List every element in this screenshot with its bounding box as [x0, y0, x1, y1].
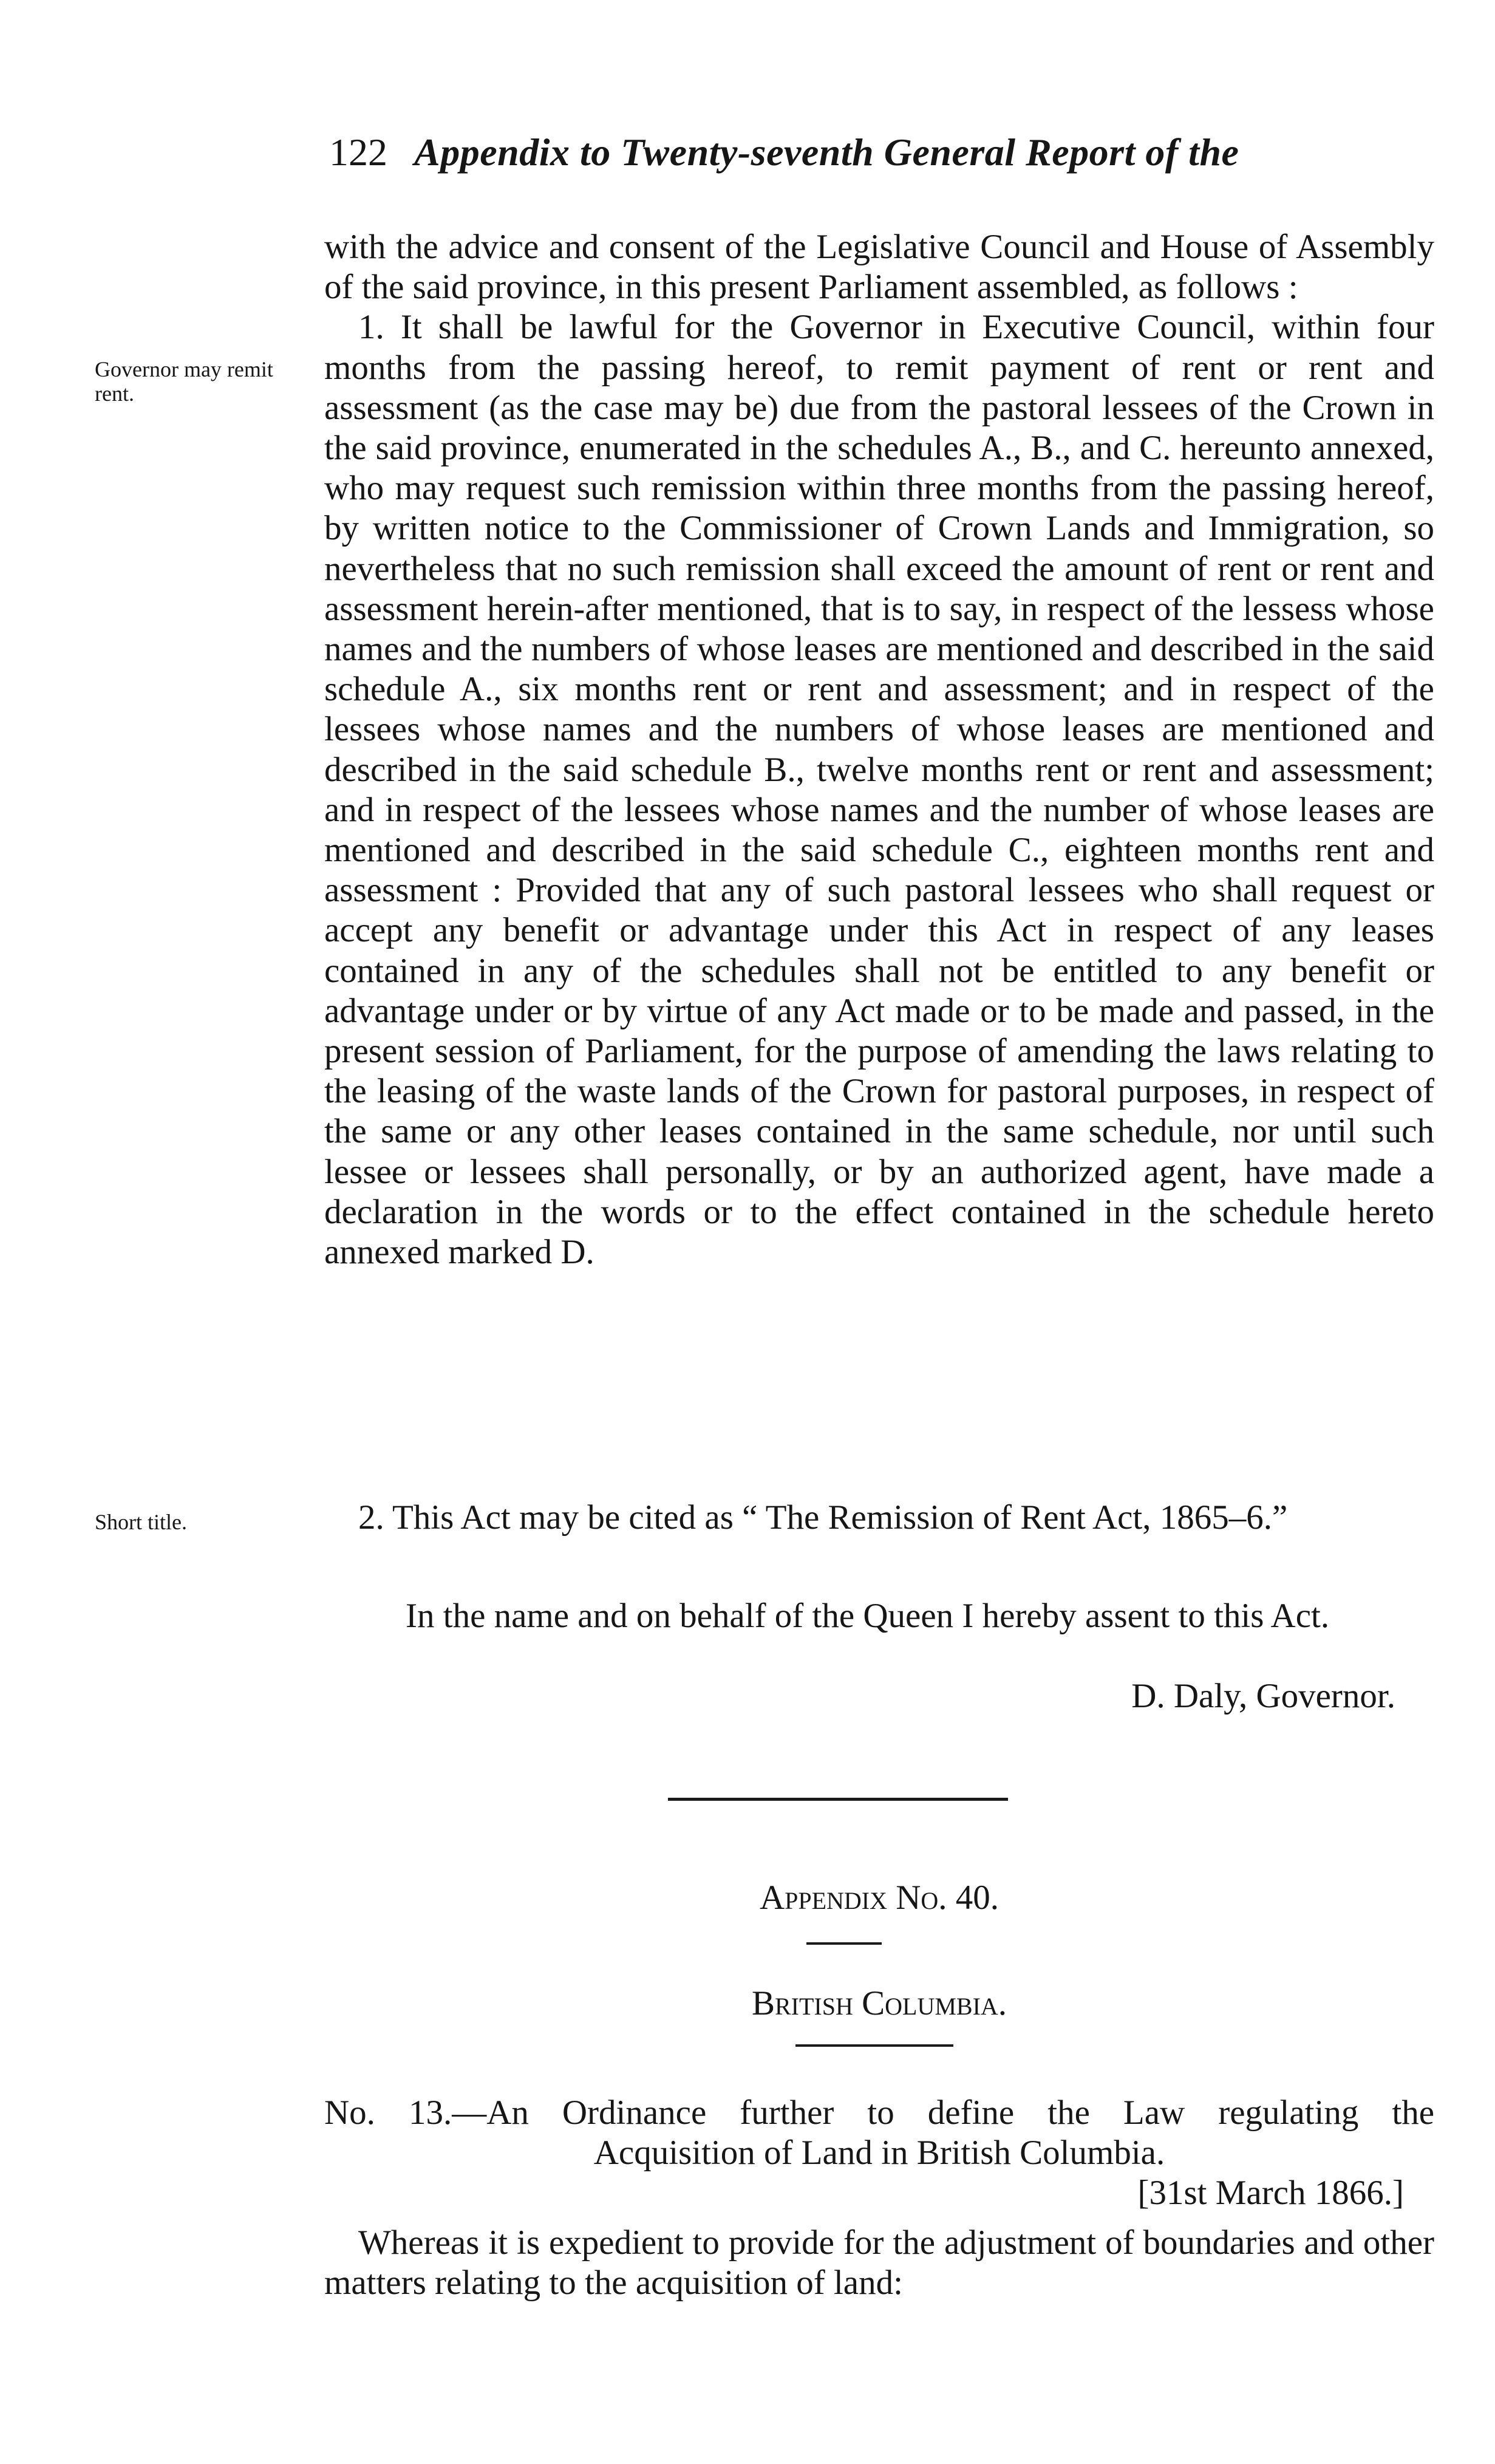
assent-paragraph: In the name and on behalf of the Queen I hereby assent to this Act. — [406, 1597, 1330, 1635]
ordinance-title-line-2: Acquisition of Land in British Columbia. — [593, 2134, 1165, 2172]
page-number: 122 — [329, 131, 387, 174]
colony-divider-rule — [795, 2044, 953, 2047]
ordinance-title-block — [324, 2093, 1434, 2213]
section-divider-rule — [668, 1798, 1008, 1801]
appendix-heading: Appendix No. 40. — [759, 1879, 1000, 1917]
opening-paragraph: with the advice and consent of the Legislative Council and House of Assembly of the said province, in this present Parliament assembled, as follows : — [324, 228, 1434, 307]
colony-heading: British Columbia. — [751, 1984, 1007, 2022]
whereas-preamble: Whereas it is expedient to provide for the adjustment of boundaries and other matters relating to the acquisition of land: — [324, 2223, 1434, 2302]
margin-note-short-title: Short title. — [95, 1510, 187, 1534]
section-1-paragraph: 1. It shall be lawful for the Governor in Executive Council, within four months from the passing hereof, to remit payment of rent or rent and assessment (as the case may be) due from the pastoral lessees of the Crown in the said province, enumerated in the schedules A., B., and C. hereunto annexed, who may request such remission within three months from the passing hereof, by written notice to the Commissioner of Crown Lands and Immigration, so nevertheless that no such remission shall exceed the amount of rent or rent and assessment herein-after mentioned, that is to say, in respect of the lessess whose names and the numbers of whose leases are mentioned and described in the said schedule A., six months rent or rent and assessment; and in respect of the lessees whose names and the numbers of whose leases are mentioned and described in the said schedule B., twelve months rent or rent and assessment; and in respect of the lessees whose names and the number of whose leases are mentioned and described in the said schedule C., eighteen months rent and assessment : Provided that any of such pastoral lessees who shall request or accept any benefit or advantage under this Act in respect of any leases contained in any of the schedules shall not be entitled to any benefit or advantage under or by virtue of any Act made or to be made and passed, in the present session of Parliament, for the purpose of amending the laws relating to the leasing of the waste lands of the Crown for pastoral purposes, in respect of the same or any other leases contained in the same schedule, nor until such lessee or lessees shall personally, or by an authorized agent, have made a declaration in the words or to the effect contained in the schedule hereto annexed marked D. — [324, 308, 1434, 1272]
ordinance-title-line-1: No. 13.—An Ordinance further to define the Law regulating the — [324, 2094, 1434, 2132]
margin-note-governor-remit: Governor may remit rent. — [95, 357, 273, 406]
signature-text: D. Daly, Governor. — [1131, 1677, 1395, 1715]
page-header — [329, 125, 1422, 180]
short-divider-rule — [806, 1942, 882, 1945]
section-2-block — [324, 1498, 1434, 1538]
running-title: Appendix to Twenty-seventh General Report of the — [414, 131, 1239, 174]
ordinance-date: [31st March 1866.] — [1137, 2174, 1404, 2212]
governor-signature — [1131, 1676, 1395, 1716]
act-body-text — [324, 227, 1434, 1272]
section-2-paragraph: 2. This Act may be cited as “ The Remission of Rent Act, 1865–6.” — [358, 1498, 1288, 1537]
